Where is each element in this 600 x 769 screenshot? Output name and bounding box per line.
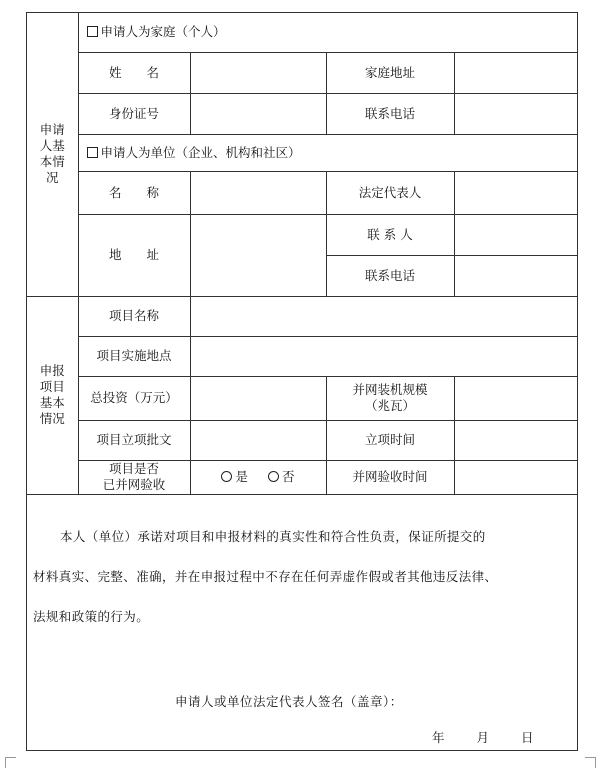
- name-field[interactable]: [190, 52, 326, 93]
- option-no-label: 否: [282, 469, 295, 484]
- contact-person-field[interactable]: [454, 214, 577, 255]
- unit-checkbox[interactable]: [87, 147, 98, 158]
- approval-time-label: 立项时间: [326, 420, 454, 460]
- name-label: 姓 名: [78, 52, 190, 93]
- approval-doc-field[interactable]: [190, 420, 326, 460]
- unit-phone-field[interactable]: [454, 255, 577, 296]
- location-label: 项目实施地点: [78, 336, 190, 376]
- id-number-label: 身份证号: [78, 93, 190, 134]
- grid-check-options: [190, 460, 326, 494]
- date-day: 日: [521, 730, 534, 745]
- radio-yes-icon[interactable]: [221, 471, 232, 482]
- option-no[interactable]: [268, 469, 295, 485]
- applicant-title-line-1: 申请: [39, 122, 65, 138]
- project-title-line-1: 申报: [39, 363, 65, 378]
- address-label: 地 址: [78, 214, 190, 296]
- pledge-line-1: 本人（单位）承诺对项目和申报材料的真实性和符合性负责，保证所提交的: [60, 529, 486, 544]
- project-section-title: [27, 296, 78, 494]
- date-month: 月: [476, 730, 490, 745]
- grid-check-label-line2: 已并网验收: [102, 477, 166, 492]
- location-field[interactable]: [190, 336, 577, 376]
- project-name-field[interactable]: [190, 296, 577, 336]
- applicant-title-line-4: 况: [45, 170, 59, 186]
- applicant-section-title: [27, 13, 78, 296]
- address-field[interactable]: [190, 214, 326, 296]
- household-option-label: 申请人为家庭（个人）: [100, 24, 226, 40]
- approval-doc-label: 项目立项批文: [78, 420, 190, 460]
- unit-name-field[interactable]: [190, 171, 326, 214]
- form-table: [27, 13, 577, 495]
- home-address-label: 家庭地址: [326, 52, 454, 93]
- project-name-label: 项目名称: [78, 296, 190, 336]
- unit-name-label: 名 称: [78, 171, 190, 214]
- option-yes-label: 是: [235, 469, 248, 484]
- unit-option-cell: [78, 134, 577, 171]
- signature-date: [432, 728, 534, 746]
- household-checkbox[interactable]: [87, 26, 98, 37]
- option-yes[interactable]: [221, 469, 248, 485]
- legal-rep-field[interactable]: [454, 171, 577, 214]
- pledge-line-3: 法规和政策的行为。: [33, 609, 150, 624]
- legal-rep-label: 法定代表人: [326, 171, 454, 214]
- grid-check-label: [78, 460, 190, 494]
- investment-field[interactable]: [190, 376, 326, 420]
- signature-label: 申请人或单位法定代表人签名（盖章）：: [175, 694, 403, 709]
- contact-person-label: 联 系 人: [326, 214, 454, 255]
- application-form: [26, 12, 578, 751]
- phone-field[interactable]: [454, 93, 577, 134]
- grid-check-time-label: 并网验收时间: [326, 460, 454, 494]
- page-corner-mark-left: [5, 757, 16, 768]
- grid-check-time-field[interactable]: [454, 460, 577, 494]
- pledge-section: [27, 515, 577, 750]
- applicant-title-line-2: 人基: [39, 138, 65, 154]
- home-address-field[interactable]: [454, 52, 577, 93]
- page-corner-mark-right: [585, 757, 596, 768]
- capacity-label-line1: 并网装机规模: [352, 382, 428, 397]
- investment-label: 总投资（万元）: [78, 376, 190, 420]
- date-year: 年: [432, 730, 445, 745]
- radio-no-icon[interactable]: [268, 471, 279, 482]
- capacity-field[interactable]: [454, 376, 577, 420]
- phone-label: 联系电话: [326, 93, 454, 134]
- id-number-field[interactable]: [190, 93, 326, 134]
- unit-phone-label: 联系电话: [326, 255, 454, 296]
- project-title-line-2: 项目: [39, 379, 65, 394]
- grid-check-label-line1: 项目是否: [108, 461, 159, 476]
- unit-option-label: 申请人为单位（企业、机构和社区）: [100, 144, 301, 160]
- approval-time-field[interactable]: [454, 420, 577, 460]
- capacity-label-line2: （兆瓦）: [364, 398, 415, 413]
- project-title-line-4: 情况: [39, 411, 65, 426]
- household-option-cell: [78, 13, 577, 52]
- project-title-line-3: 基本: [39, 395, 65, 410]
- applicant-title-line-3: 本情: [39, 154, 65, 170]
- capacity-label: [326, 376, 454, 420]
- pledge-line-2: 材料真实、完整、准确，并在申报过程中不存在任何弄虚作假或者其他违反法律、: [33, 569, 498, 584]
